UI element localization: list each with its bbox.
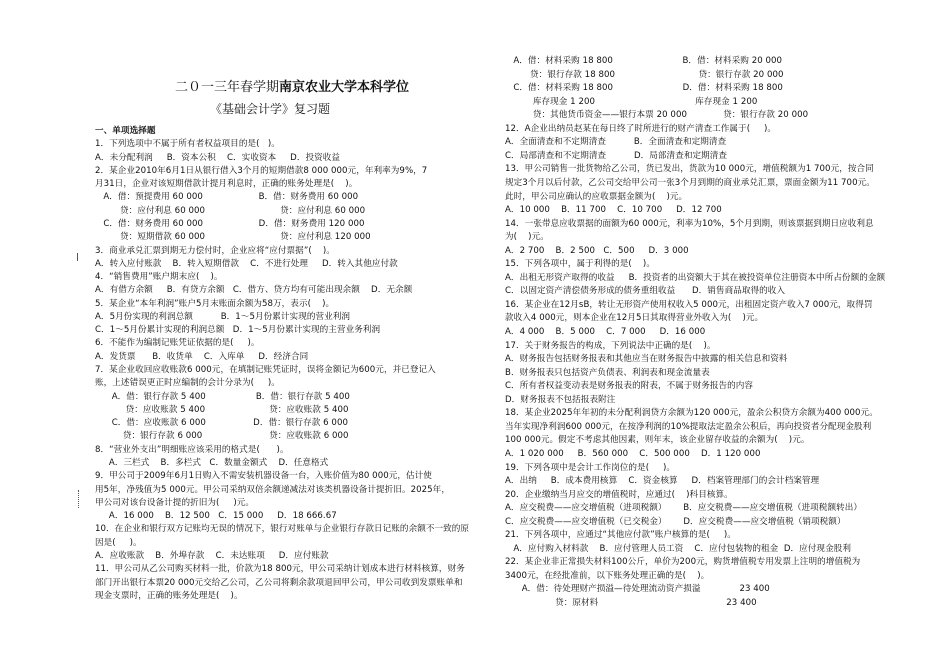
text-line: A．应付购入材料款 B．应付管理人员工资 C．应付包装物的租金 D．应付现金股利 [505, 543, 851, 554]
text-line: C．借：应收账款 6 000 D．借：银行存款 6 000 [95, 418, 348, 429]
text-line: 18．某企业2025年年初的未分配利润贷方余额为120 000元，盈余公积贷方余额为400 000元。 [505, 408, 878, 419]
text-line: A．借：待处理财产损溢—待处理流动资产损溢 23 400 [505, 584, 770, 595]
text-line: A．转入应付账款 B．转入短期借款 C．不进行处理 D．转入其他应付款 [95, 258, 398, 269]
text-line: 贷：其他货币资金——银行本票 20 000 贷：银行存款 20 000 [505, 110, 809, 121]
text-line: 月31日，企业对该短期借款计提月利息时，正确的账务处理是( )。 [95, 179, 358, 190]
text-line: 100 000元。假定不考虑其他因素，则年末，该企业留存收益的余额为( )元。 [505, 435, 810, 446]
text-line: 17．关于财务报告的构成，下列说法中正确的是( )。 [505, 340, 716, 351]
text-line: 贷：短期借款 60 000 贷：应付利息 120 000 [95, 232, 371, 243]
text-line: 9．甲公司于2009年6月1日购入不需安装机器设备一台，入账价值为80 000元，估计使 [95, 471, 432, 482]
text-line: A．应交税费——应交增值税（进项税额） B．应交税费——应交增值税（进项税额转出） [505, 503, 863, 514]
text-line: A．借：材料采购 18 800 B．借：材料采购 20 000 [505, 56, 783, 66]
text-line: 规定3个月以后付款，乙公司交给甲公司一张3个月到期的商业承兑汇票，票面金额为11 700元。 [505, 177, 875, 188]
text-line: A．发货票 B．收货单 C．入库单 D．经济合同 [95, 351, 309, 362]
text-line: B．财务报表只包括资产负债表、利润表和现金流量表 [505, 367, 710, 378]
text-line: 2．某企业2010年6月1日从银行借入3个月的短期借款8 000 000元，年利率为9%，7 [95, 165, 428, 176]
text-line: 用5年，净残值为5 000元。甲公司采纳双倍余额递减法对该类机器设备计提折旧。2025年， [95, 484, 450, 495]
exam-title [175, 76, 409, 95]
text-line: 甲公司对该台设备计提的折旧为( )元。 [95, 497, 255, 508]
text-line: 为( )元。 [505, 232, 549, 243]
text-line: 3400元，在经批准前，以下账务处理正确的是( )。 [505, 570, 710, 581]
text-line: 14．一张带息应收票据的面额为60 000元，利率为10%，5个月到期，则该票据到期日应收利息 [505, 218, 874, 229]
text-line: 贷：应付利息 60 000 贷：应付利息 60 000 [95, 205, 366, 216]
text-line: 账，上述错误更正时应编制的会计分录为( )。 [95, 378, 280, 389]
text-line: A．出纳 B．成本费用核算 C．资金核算 D．档案管理部门的会计档案管理 [505, 476, 820, 487]
text-line: 当年实现净利润600 000元，在按净利润的10%提取法定盈余公积后，再向投资者分配现金股利 [505, 421, 872, 432]
text-line: 贷：原材料 23 400 [505, 598, 757, 608]
text-line: 款收入4 000元，则本企业在12月5日其取得营业外收入为( )元。 [505, 313, 764, 324]
text-line: A．未分配利润 B．资本公积 C．实收资本 D．投资收益 [95, 152, 341, 163]
text-line: A．借：预提费用 60 000 B．借：财务费用 60 000 [95, 192, 359, 203]
text-line: 8．“营业外支出”明细账应该采用的格式是( )。 [95, 444, 289, 455]
text-line: 21．下列各项中，应通过“其他应付款”账户核算的是( )。 [505, 530, 736, 541]
text-line: A．16 000 B．12 500 C．15 000 D．18 666.67 [95, 511, 337, 522]
margin-dots [78, 490, 81, 508]
text-line: C．借：财务费用 60 000 D．借：财务费用 120 000 [95, 218, 365, 229]
text-line: A．应收账款 B．外埠存款 C．未达账项 D．应付账款 [95, 550, 329, 561]
text-line: 12．A企业出纳员赵某在每日终了时所进行的财产清查工作属于( )。 [505, 123, 777, 134]
text-line: C．1～5月份累计实现的利润总额 D．1～5月份累计实现的主营业务利润 [95, 325, 381, 336]
text-line: 1．下列选项中不属于所有者权益项目的是( )。 [95, 139, 280, 150]
text-line: A．10 000 B．11 700 C．10 700 D．12 700 [505, 205, 722, 216]
text-line: 22．某企业非正常损失材料100公斤，单价为200元，购货增值税专用发票上注明的增值税为 [505, 557, 861, 568]
text-line: 20．企业缴纳当月应交的增值税时，应通过( )科目核算。 [505, 489, 733, 500]
text-line: 16．某企业在12月sB，转让无形资产使用权收入5 000元，出租固定资产收入7 000元，取得罚 [505, 299, 873, 310]
text-line: A．5月份实现的利润总额 B．1～5月份累计实现的营业利润 [95, 311, 351, 322]
text-line: A．借：银行存款 5 400 B．借：银行存款 5 400 [95, 391, 350, 402]
text-line: A．2 700 B．2 500 C．500 D．3 000 [505, 245, 689, 256]
section-heading: 一、单项选择题 [95, 126, 156, 136]
text-line: 6．不能作为编制记账凭证依据的是( )。 [95, 338, 260, 349]
text-line: D．财务报表不包括报表附注 [505, 394, 616, 405]
text-line: A．4 000 B．5 000 C．7 000 D．16 000 [505, 327, 706, 337]
text-line: 因是( )。 [95, 537, 142, 548]
text-line: 贷：应收账款 5 400 贷：应收账款 5 400 [95, 404, 349, 415]
text-line: 15．下列各项中，属于利得的是( )。 [505, 259, 655, 270]
text-line: C．借：材料采购 18 800 D．借：材料采购 18 800 [505, 83, 783, 94]
text-line: A．财务报告包括财务报表和其他应当在财务报告中披露的相关信息和资料 [505, 354, 788, 365]
text-line: 贷：银行存款 18 800 贷：银行存款 20 000 [505, 69, 784, 80]
text-line: 7．某企业收回应收账款6 000元，在填制记账凭证时，误将金额记为600元，并已登记入 [95, 365, 436, 376]
text-line: 4．“销售费用”账户期末应( )。 [95, 272, 223, 283]
text-line: 此时，甲公司应确认的应收票据金额为( )元。 [505, 191, 688, 202]
text-line: 部门开出银行本票20 000元交给乙公司，乙公司将剩余款项退回甲公司，甲公司收到发票账单和 [95, 577, 463, 588]
text-line: A．三栏式 B．多栏式 C．数量金额式 D．任意格式 [95, 458, 329, 468]
text-line: A．1 020 000 B．560 000 C．500 000 D．1 120 000 [505, 448, 761, 459]
text-line: 5．某企业“本年利润”账户5月末账面余额为58万，表示( )。 [95, 298, 335, 309]
text-line: 10．在企业和银行双方记账均无误的情况下，银行对账单与企业银行存款日记账的余额不一致的原 [95, 524, 470, 535]
text-line: 11．甲公司从乙公司购买材料一批，价款为18 800元，甲公司采纳计划成本进行材料核算，财务 [95, 564, 465, 575]
text-line: 现金支票时，正确的账务处理是( )。 [95, 590, 243, 601]
text-line: 库存现金 1 200 库存现金 1 200 [505, 96, 758, 107]
text-line: 贷：银行存款 6 000 贷：应收账款 6 000 [95, 431, 349, 442]
title-prefix: 二０一三年春学期 [175, 80, 280, 95]
text-line: C．应交税费——应交增值税（已交税金） D．应交税费——应交增值税（销项税额） [505, 516, 846, 527]
text-line: C．局部清查和不定期清查 D．局部清查和定期清查 [505, 150, 728, 161]
text-line: 19．下列各项中是会计工作岗位的是( )。 [505, 462, 676, 473]
text-line: A．全面清查和不定期清查 B．全面清查和定期清查 [505, 137, 727, 148]
text-line: 13．甲公司销售一批货物给乙公司，货已发出，货款为10 000元，增值税额为1 700元，按合同 [505, 164, 874, 175]
text-line: A．出租无形资产取得的收益 B．投资者的出资额大于其在被投资单位注册资本中所占份额的金额 [505, 272, 886, 283]
exam-subtitle: 《基础会计学》复习题 [210, 102, 331, 116]
text-line: C．所有者权益变动表是财务报表的附表，不属于财务报告的内容 [505, 381, 754, 392]
margin-mark-top [77, 253, 78, 261]
text-line: 3．商业承兑汇票到期无力偿付时，企业应将“应付票据”( )。 [95, 245, 335, 256]
text-line: C．以固定资产清偿债务形成的债务重组收益 D．销售商品取得的收入 [505, 286, 786, 297]
title-school: 南京农业大学本科学位 [279, 80, 410, 95]
text-line: A．有借方余额 B．有贷方余额 C．借方、贷方均有可能出现余额 D．无余额 [95, 285, 413, 296]
